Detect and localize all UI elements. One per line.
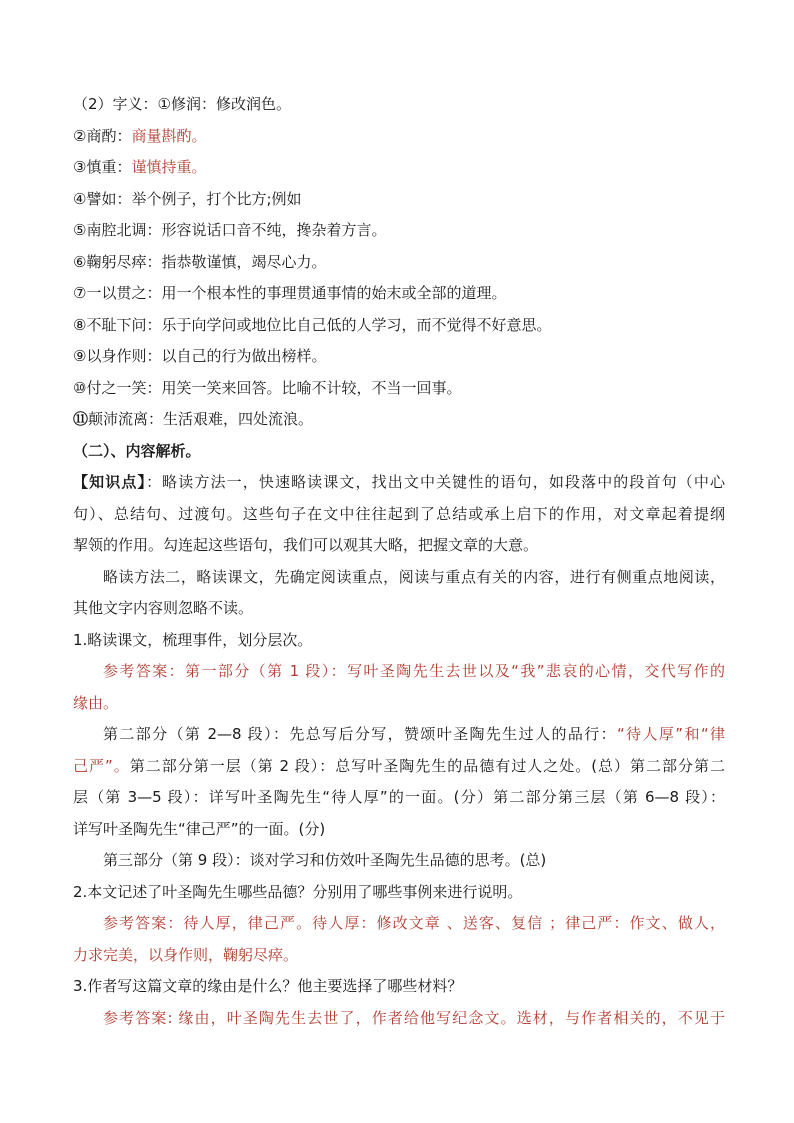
answer-1-line-2: 缘由。	[73, 693, 119, 712]
knowledge-point-label: 【知识点】	[73, 473, 147, 491]
term: ④譬如：	[73, 189, 132, 208]
text: 第二部分（第 2—8 段）：先总写后分写，赞颂叶圣陶先生过人的品行：	[103, 725, 617, 743]
term: ⑤南腔北调：	[73, 221, 162, 239]
meaning: 用笑一笑来回答。比喻不计较，不当一回事。	[161, 378, 462, 397]
knowledge-point-line-2: 句）、总结句、过渡句。这些句子在文中往往起到了总结或承上启下的作用，对文章起着提纲	[73, 504, 725, 523]
definition-1	[73, 89, 725, 121]
meaning: 形容说话口音不纯，搀杂着方言。	[161, 221, 387, 239]
definition-6	[73, 247, 725, 279]
method-two-line-2: 其他文字内容则忽略不读。	[73, 599, 254, 617]
part-two-line-1	[73, 719, 725, 751]
definition-2	[73, 121, 725, 153]
term: ⑧不耻下问：	[73, 315, 162, 334]
term: （2）字义：①修润：	[73, 95, 216, 113]
term: ⑥鞠躬尽瘁：	[73, 252, 162, 271]
meaning: 商量斟酌。	[131, 126, 207, 145]
meaning: 谨慎持重。	[131, 158, 207, 176]
method-two-line-1: 略读方法二，略读课文，先确定阅读重点，阅读与重点有关的内容，进行有侧重点地阅读，	[103, 567, 725, 586]
definition-4	[73, 184, 725, 216]
meaning: 指恭敬谨慎，竭尽心力。	[161, 252, 327, 271]
term: ②商酌：	[73, 126, 132, 145]
meaning: 用一个根本性的事理贯通事情的始末或全部的道理。	[161, 284, 507, 302]
highlight: “待人厚”和“律	[616, 725, 725, 743]
definition-7	[73, 278, 725, 310]
meaning: 修改润色。	[216, 95, 292, 113]
definition-10	[73, 373, 725, 405]
term: ⑦一以贯之：	[73, 284, 162, 302]
answer-2-line-2: 力求完美，以身作则，鞠躬尽瘁。	[73, 945, 299, 964]
term: 颠沛流离：	[88, 410, 164, 428]
text: ：略读方法一，快速略读课文，找出文中关键性的语句，如段落中的段首句（中心	[146, 473, 725, 491]
knowledge-point-line-3: 挈领的作用。勾连起这些语句，我们可以观其大略，把握文章的大意。	[73, 536, 539, 554]
part-two-line-3: 层（第 3—5 段）：详写叶圣陶先生“待人厚”的一面。(分）第二部分第三层（第 6—8 段）：	[73, 788, 725, 806]
meaning: 举个例子，打个比方;例如	[131, 189, 302, 208]
answer-2-line-1: 参考答案：待人厚，律己严。待人厚：修改文章 、送客、复信 ；律己严：作文、做人，	[103, 914, 725, 932]
meaning: 生活艰难，四处流浪。	[163, 410, 314, 428]
question-1: 1.略读课文，梳理事件，划分层次。	[73, 630, 313, 649]
definition-8	[73, 310, 725, 342]
question-3: 3.作者写这篇文章的缘由是什么？他主要选择了哪些材料？	[73, 977, 463, 995]
knowledge-point-line-1	[73, 467, 725, 499]
definition-11	[73, 404, 725, 436]
part-three: 第三部分（第 9 段）：谈对学习和仿效叶圣陶先生品德的思考。(总)	[103, 851, 547, 869]
document-page	[73, 89, 725, 1034]
term: ③慎重：	[73, 158, 132, 176]
question-2: 2.本文记述了叶圣陶先生哪些品德？分别用了哪些事例来进行说明。	[73, 882, 523, 901]
circled-number: ⑪	[73, 410, 89, 428]
meaning: 乐于向学问或地位比自己低的人学习，而不觉得不好意思。	[161, 315, 552, 334]
definition-5	[73, 215, 725, 247]
meaning: 以自己的行为做出榜样。	[161, 347, 327, 365]
definition-9	[73, 341, 725, 373]
term: ⑨以身作则：	[73, 347, 162, 365]
section-heading: （二）、内容解析。	[73, 441, 201, 460]
term: ⑩付之一笑：	[73, 378, 162, 397]
part-two-line-4: 详写叶圣陶先生“律己严”的一面。(分)	[73, 819, 326, 838]
highlight: 己严”。	[73, 756, 130, 775]
answer-1-line-1: 参考答案：第一部分（第 1 段）：写叶圣陶先生去世以及“我”悲哀的心情，交代写作的	[103, 662, 725, 680]
definition-3	[73, 152, 725, 184]
part-two-line-2	[73, 751, 725, 783]
answer-3-line-1: 参考答案: 缘由，叶圣陶先生去世了，作者给他写纪念文。选材，与作者相关的，不见于	[103, 1008, 725, 1027]
text: 第二部分第一层（第 2 段）：总写叶圣陶先生的品德有过人之处。(总）第二部分第二	[129, 756, 726, 775]
